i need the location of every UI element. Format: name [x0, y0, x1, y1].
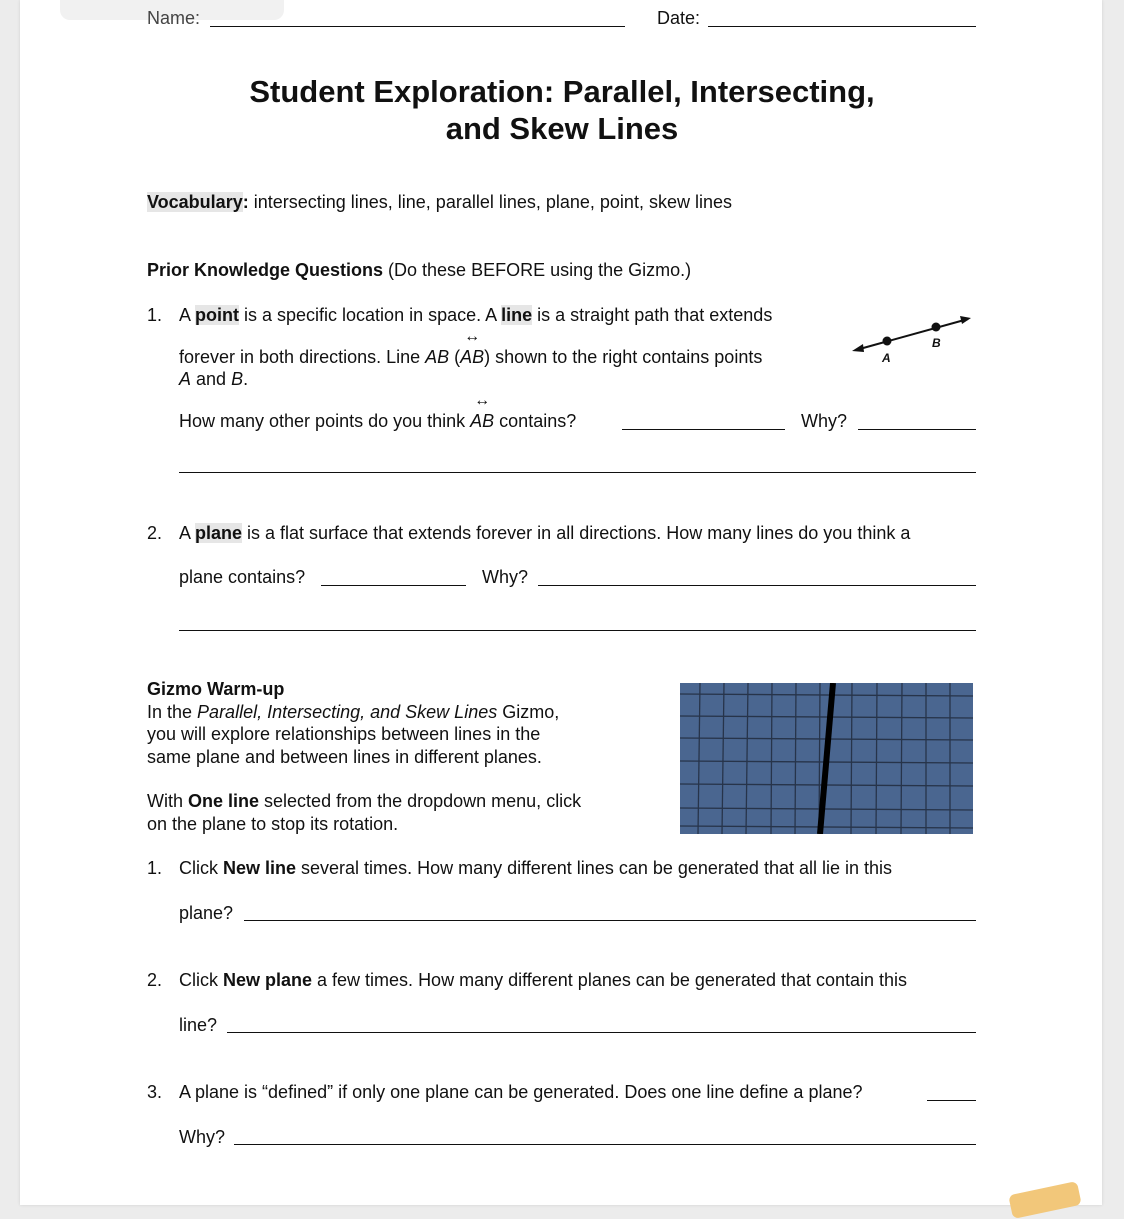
diagram-label-a: A: [882, 351, 891, 365]
double-arrow-icon: ↔: [474, 392, 491, 409]
one-line-option: One line: [188, 791, 260, 811]
warmup-q1-line1: [179, 857, 892, 879]
term-plane: plane: [195, 523, 243, 543]
line-ab: [856, 319, 968, 350]
wq1-a: Click: [179, 858, 223, 878]
plane-grid: [680, 683, 973, 834]
warmup-p2-b: selected from the dropdown menu, click: [259, 791, 582, 811]
prior-heading-text: Prior Knowledge Questions: [147, 260, 384, 280]
prior-q1-line3: [179, 368, 248, 390]
warmup-p1-b: Gizmo,: [497, 702, 560, 722]
warmup-heading: Gizmo Warm-up: [147, 679, 285, 699]
q1-text-a: A: [179, 305, 196, 325]
new-line-button-ref: New line: [223, 858, 297, 878]
prior-q2-line1: [179, 522, 910, 544]
prior-q2-number: 2.: [147, 523, 163, 543]
warmup-p2-line2: on the plane to stop its rotation.: [147, 814, 399, 834]
line-ab-name: AB: [425, 347, 450, 367]
page-title-line1: Student Exploration: Parallel, Intersecting,: [249, 74, 875, 109]
q2-why-label: Why?: [482, 567, 529, 587]
vocabulary-line: [147, 191, 732, 213]
q1-period: .: [243, 369, 249, 389]
name-blank[interactable]: [210, 26, 625, 27]
name-label: Name:: [147, 8, 201, 28]
warmup-p1-line3: same plane and between lines in different planes.: [147, 747, 542, 767]
q1-text-c: is a straight path that extends: [532, 305, 773, 325]
warmup-q1-number: 1.: [147, 858, 163, 878]
wq1-answer-blank[interactable]: [244, 920, 976, 921]
q1-why-label: Why?: [801, 411, 848, 431]
double-arrow-icon: ↔: [464, 328, 481, 345]
warmup-p2-line1: [147, 790, 581, 812]
wq2-b: a few times. How many different planes can be generated that contain this: [312, 970, 908, 990]
line-ab-symbol-text-2: AB: [470, 411, 495, 431]
wq3-why-blank[interactable]: [234, 1144, 976, 1145]
line-ab-symbol-2: [470, 392, 495, 432]
warmup-q3-line2: Why?: [179, 1127, 226, 1147]
prior-knowledge-heading: [147, 259, 691, 281]
warmup-p1-a: In the: [147, 702, 198, 722]
line-ab-symbol-text: AB: [460, 347, 485, 367]
wq2-answer-blank[interactable]: [227, 1032, 976, 1033]
warmup-q1-line2: plane?: [179, 903, 234, 923]
prior-q1-line2: [179, 328, 763, 368]
q1-l2-a: forever in both directions. Line: [179, 347, 426, 367]
vocabulary-colon: :: [242, 192, 249, 212]
point-b-dot: [932, 323, 941, 332]
point-a-dot: [883, 337, 892, 346]
generated-line: [820, 683, 833, 834]
page-title-line2: and Skew Lines: [445, 111, 679, 146]
prior-q1-question: [179, 392, 577, 432]
vocabulary-terms: intersecting lines, line, parallel lines, plane, point, skew lines: [248, 192, 732, 212]
new-plane-button-ref: New plane: [223, 970, 313, 990]
point-b-ref: B: [231, 369, 244, 389]
prior-q2-question: plane contains?: [179, 567, 306, 587]
q2-text-b: is a flat surface that extends forever in all directions. How many lines do you think a: [242, 523, 911, 543]
warmup-p1-line1: [147, 701, 559, 723]
q2-answer-blank[interactable]: [321, 585, 466, 586]
warmup-q2-line1: [179, 969, 907, 991]
wq3-answer-blank[interactable]: [927, 1100, 976, 1101]
point-a-ref: A: [179, 369, 192, 389]
gizmo-name: Parallel, Intersecting, and Skew Lines: [197, 702, 498, 722]
prior-q1-line1: [179, 304, 772, 326]
vocabulary-label: Vocabulary: [147, 192, 243, 212]
q1-ask-b: contains?: [494, 411, 577, 431]
warmup-q2-line2: line?: [179, 1015, 218, 1035]
q2-why-blank[interactable]: [538, 585, 976, 586]
date-blank[interactable]: [708, 26, 976, 27]
line-ab-symbol: [460, 328, 485, 368]
left-arrowhead-icon: [852, 344, 864, 352]
prior-heading-note: (Do these BEFORE using the Gizmo.): [383, 260, 692, 280]
q2-text-a: A: [179, 523, 196, 543]
q1-why-blank-2[interactable]: [179, 472, 976, 473]
warmup-q3-line1: A plane is “defined” if only one plane can be generated. Does one line define a plane?: [179, 1082, 863, 1102]
q1-l2-c: ) shown to the right contains points: [484, 347, 763, 367]
wq1-b: several times. How many different lines can be generated that all lie in this: [296, 858, 893, 878]
warmup-p1-line2: you will explore relationships between lines in the: [147, 724, 541, 744]
diagram-label-b: B: [932, 336, 941, 350]
prior-q1-number: 1.: [147, 305, 163, 325]
q1-text-b: is a specific location in space. A: [239, 305, 502, 325]
line-ab-diagram: [850, 312, 976, 368]
warmup-q3-number: 3.: [147, 1082, 163, 1102]
q1-ask-a: How many other points do you think: [179, 411, 471, 431]
warmup-q2-number: 2.: [147, 970, 163, 990]
q1-and: and: [191, 369, 232, 389]
date-label: Date:: [657, 8, 701, 28]
q1-l2-b: (: [449, 347, 461, 367]
warmup-p2-a: With: [147, 791, 189, 811]
gizmo-plane-image: [680, 683, 973, 834]
term-point: point: [195, 305, 239, 325]
term-line: line: [501, 305, 533, 325]
wq2-a: Click: [179, 970, 223, 990]
right-arrowhead-icon: [960, 316, 971, 324]
q1-why-blank[interactable]: [858, 429, 976, 430]
q1-answer-blank[interactable]: [622, 429, 785, 430]
q2-why-blank-2[interactable]: [179, 630, 976, 631]
